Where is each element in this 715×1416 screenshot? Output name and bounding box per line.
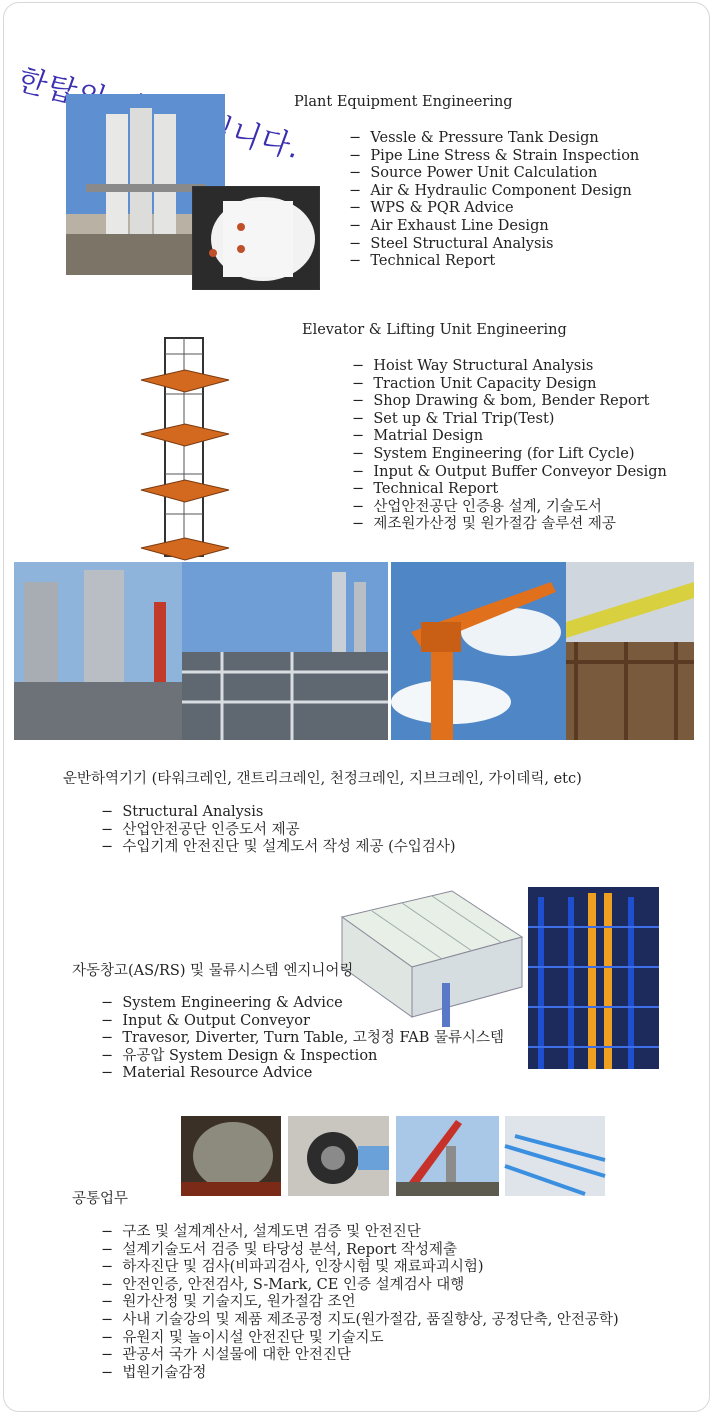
- list-item: − 산업안전공단 인증용 설계, 기술도서: [352, 499, 667, 517]
- list-item: − 하자진단 및 검사(비파괴검사, 인장시험 및 재료파괴시험): [101, 1259, 619, 1277]
- list-item: − Pipe Line Stress & Strain Inspection: [349, 148, 639, 166]
- vessel-photo: [181, 1116, 281, 1196]
- conveyor-photo: [505, 1116, 605, 1196]
- elevator-section-title: Elevator & Lifting Unit Engineering: [302, 322, 567, 338]
- list-item: − 유원지 및 놀이시설 안전진단 및 기술지도: [101, 1330, 619, 1348]
- crane-section-title: 운반하역기기 (타워크레인, 갠트리크레인, 천정크레인, 지브크레인, 가이데릭, etc): [63, 771, 582, 787]
- list-item: − System Engineering (for Lift Cycle): [352, 446, 667, 464]
- list-item: − Hoist Way Structural Analysis: [352, 358, 667, 376]
- list-item: − Traction Unit Capacity Design: [352, 376, 667, 394]
- list-item: − Technical Report: [352, 481, 667, 499]
- list-item: − 설계기술도서 검증 및 타당성 분석, Report 작성제출: [101, 1242, 619, 1260]
- plant-section-title: Plant Equipment Engineering: [294, 94, 513, 110]
- asrs-item-list: [101, 995, 504, 1083]
- list-item: − 사내 기술강의 및 제품 제조공정 지도(원가절감, 품질향상, 공정단축, 안전공학): [101, 1312, 619, 1330]
- list-item: − Set up & Trial Trip(Test): [352, 411, 667, 429]
- list-item: − Input & Output Conveyor: [101, 1013, 504, 1031]
- list-item: − Input & Output Buffer Conveyor Design: [352, 464, 667, 482]
- list-item: − 안전인증, 안전검사, S-Mark, CE 인증 설계검사 대행: [101, 1277, 619, 1295]
- elevator-item-list: [352, 358, 667, 534]
- list-item: − Air & Hydraulic Component Design: [349, 183, 639, 201]
- list-item: − Material Resource Advice: [101, 1065, 504, 1083]
- lattice-crane-photo: [396, 1116, 499, 1196]
- slogan-text: 한탑의: [12, 62, 112, 118]
- list-item: − Structural Analysis: [101, 804, 456, 822]
- plant-item-list: [349, 130, 639, 271]
- list-item: − 산업안전공단 인증도서 제공: [101, 822, 456, 840]
- crane-item-list: [101, 804, 456, 857]
- list-item: − Source Power Unit Calculation: [349, 165, 639, 183]
- tower-crane-photo: [391, 562, 566, 740]
- gantry-crane-photo: [566, 562, 694, 740]
- list-item: − Steel Structural Analysis: [349, 236, 639, 254]
- common-item-list: [101, 1224, 619, 1382]
- list-item: − 수입기계 안전진단 및 설계도서 작성 제공 (수입검사): [101, 839, 456, 857]
- refinery-columns-photo: [14, 562, 182, 740]
- list-item: − Shop Drawing & bom, Bender Report: [352, 393, 667, 411]
- stacker-crane-photo: [528, 887, 659, 1069]
- list-item: − 관공서 국가 시설물에 대한 안전진단: [101, 1347, 619, 1365]
- list-item: − Vessle & Pressure Tank Design: [349, 130, 639, 148]
- list-item: − 구조 및 설계계산서, 설계도면 검증 및 안전진단: [101, 1224, 619, 1242]
- list-item: − Travesor, Diverter, Turn Table, 고청정 FAB 물류시스템: [101, 1030, 504, 1048]
- chemical-plant-photo: [182, 562, 388, 740]
- list-item: − 유공압 System Design & Inspection: [101, 1048, 504, 1066]
- list-item: − System Engineering & Advice: [101, 995, 504, 1013]
- list-item: − Air Exhaust Line Design: [349, 218, 639, 236]
- common-section-title: 공통업무: [72, 1191, 129, 1207]
- list-item: − Matrial Design: [352, 428, 667, 446]
- asrs-section-title: 자동창고(AS/RS) 및 물류시스템 엔지니어링: [72, 963, 354, 979]
- pressure-tank-photo: [192, 186, 320, 290]
- list-item: − 제조원가산정 및 원가절감 솔루션 제공: [352, 516, 667, 534]
- elevator-tower-drawing: [137, 334, 233, 562]
- list-item: − 원가산정 및 기술지도, 원가절감 조언: [101, 1294, 619, 1312]
- list-item: − Technical Report: [349, 253, 639, 271]
- list-item: − 법원기술감정: [101, 1365, 619, 1383]
- list-item: − WPS & PQR Advice: [349, 200, 639, 218]
- machine-photo: [288, 1116, 389, 1196]
